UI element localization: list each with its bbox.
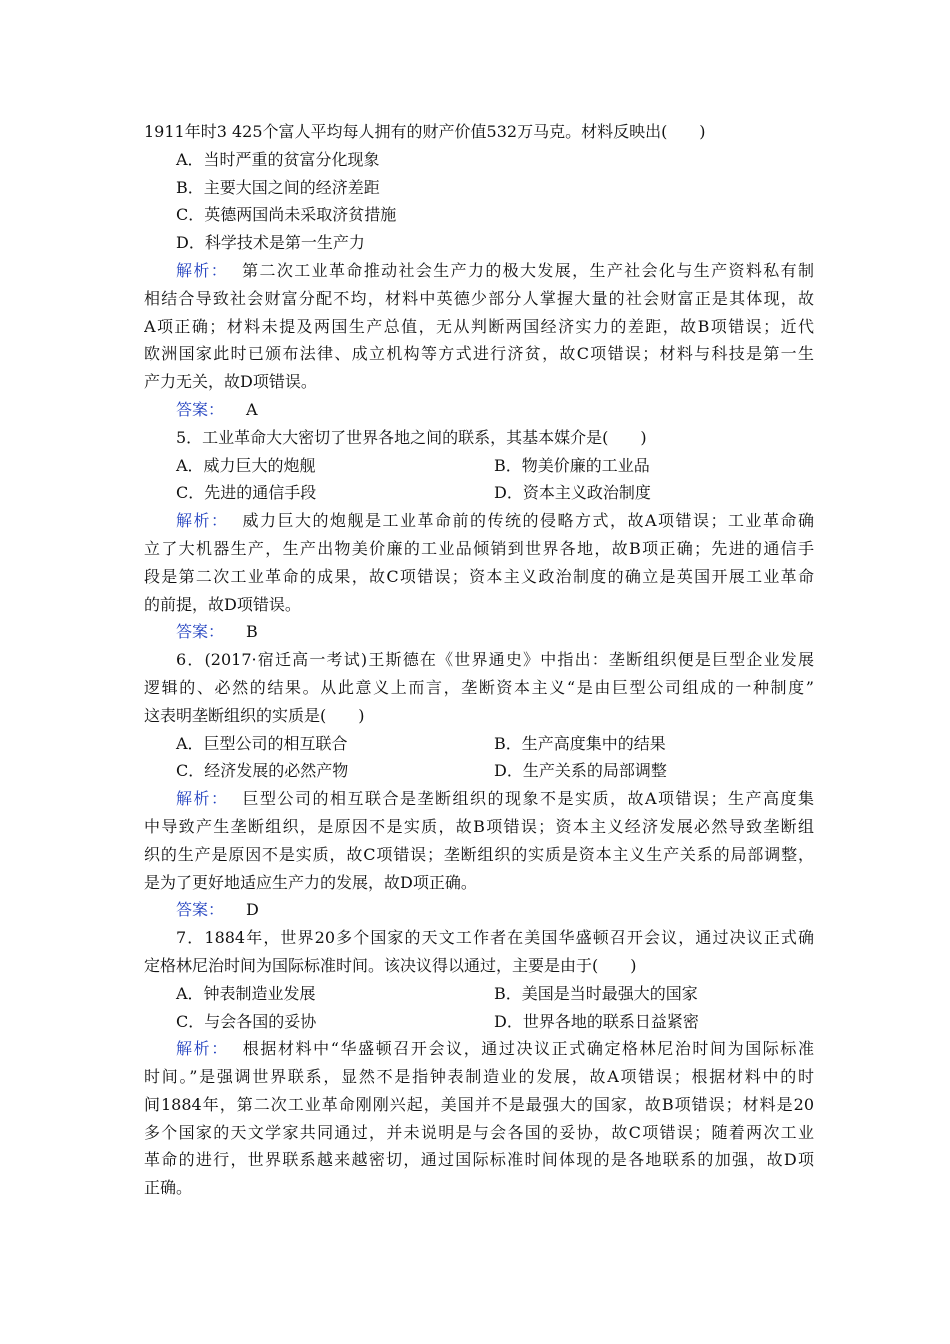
q6-answer-value: D (246, 900, 259, 920)
q5-analysis-line-2: 立了大机器生产，生产出物美价廉的工业品倾销到世界各地，故B项正确；先进的通信手 (144, 538, 814, 558)
q4-answer-value: A (246, 399, 258, 419)
q6-options-row-1 (144, 730, 814, 758)
q7-analysis-line-3: 间1884年，第二次工业革命刚刚兴起，美国并不是最强大的国家，故B项错误；材料是20 (144, 1094, 814, 1114)
q6-stem-line-2: 逻辑的、必然的结果。从此意义上而言，垄断资本主义“是由巨型公司组成的一种制度” (144, 677, 814, 697)
q5-analysis-line-1: 解析： 威力巨大的炮舰是工业革命前的传统的侵略方式，故A项错误；工业革命确 (176, 511, 814, 531)
q6-analysis-label: 解析： (176, 789, 229, 809)
q6-options-row-2 (144, 757, 814, 785)
q6-answer-label: 答案： (176, 900, 225, 920)
q5-analysis-line-3: 段是第二次工业革命的成果，故C项错误；资本主义政治制度的确立是英国开展工业革命 (144, 566, 814, 586)
q4-option-d: D．科学技术是第一生产力 (176, 233, 365, 253)
q5-options-row-1 (144, 452, 814, 480)
q5-option-c: C．先进的通信手段 (176, 483, 317, 503)
q4-analysis-label: 解析： (176, 260, 229, 280)
q4-analysis-line-4: 欧洲国家此时已颁布法律、成立机构等方式进行济贫，故C项错误；材料与科技是第一生 (144, 344, 814, 364)
q7-stem-line-2: 定格林尼治时间为国际标准时间。该决议得以通过，主要是由于( ) (144, 955, 637, 975)
q7-analysis-line-1: 解析： 根据材料中“华盛顿召开会议，通过决议正式确定格林尼治时间为国际标准 (176, 1039, 814, 1059)
q6-option-d: D．生产关系的局部调整 (494, 761, 667, 781)
q7-option-b: B．美国是当时最强大的国家 (494, 983, 698, 1003)
q4-option-a: A．当时严重的贫富分化现象 (176, 149, 380, 169)
q5-answer-value: B (246, 622, 258, 642)
q6-analysis-line-1: 解析： 巨型公司的相互联合是垄断组织的现象不是实质，故A项错误；生产高度集 (176, 789, 814, 809)
q7-analysis-line-5: 革命的进行，世界联系越来越密切，通过国际标准时间体现的是各地联系的加强，故D项 (144, 1150, 814, 1170)
q4-answer-label: 答案： (176, 399, 225, 419)
q4-analysis-line-1: 解析： 第二次工业革命推动社会生产力的极大发展，生产社会化与生产资料私有制 (176, 260, 814, 280)
q6-analysis-line-3: 织的生产是原因不是实质，故C项错误；垄断组织的实质是资本主义生产关系的局部调整， (144, 844, 814, 864)
q5-stem: 5．工业革命大大密切了世界各地之间的联系，其基本媒介是( ) (176, 427, 647, 447)
q6-stem-line-3: 这表明垄断组织的实质是( ) (144, 705, 365, 725)
q6-analysis-line-4: 是为了更好地适应生产力的发展，故D项正确。 (144, 872, 477, 892)
q5-option-b: B．物美价廉的工业品 (494, 455, 650, 475)
q6-answer (144, 896, 814, 924)
q7-option-c: C．与会各国的妥协 (176, 1011, 317, 1031)
q5-option-d: D．资本主义政治制度 (494, 483, 651, 503)
q4-analysis-line-2: 相结合导致社会财富分配不均，材料中英德少部分人掌握大量的社会财富正是其体现，故 (144, 288, 814, 308)
q7-option-a: A．钟表制造业发展 (176, 983, 316, 1003)
q4-option-b: B．主要大国之间的经济差距 (176, 177, 380, 197)
q4-option-c: C．英德两国尚未采取济贫措施 (176, 205, 397, 225)
q4-analysis-line-5: 产力无关，故D项错误。 (144, 372, 317, 392)
q6-stem-line-1: 6．(2017·宿迁高一考试)王斯德在《世界通史》中指出：垄断组织便是巨型企业发展 (176, 650, 814, 670)
q7-stem-line-1: 7．1884年，世界20多个国家的天文工作者在美国华盛顿召开会议，通过决议正式确 (176, 928, 814, 948)
q6-option-a: A．巨型公司的相互联合 (176, 733, 348, 753)
q6-analysis-line-2: 中导致产生垄断组织，是原因不是实质，故B项错误；资本主义经济发展必然导致垄断组 (144, 816, 814, 836)
q5-options-row-2 (144, 479, 814, 507)
q4-stem-tail: 1911年时3 425个富人平均每人拥有的财产价值532万马克。材料反映出( ) (144, 122, 706, 141)
q4-analysis-line-3: A项正确；材料未提及两国生产总值，无从判断两国经济实力的差距，故B项错误；近代 (144, 316, 814, 336)
q6-option-c: C．经济发展的必然产物 (176, 761, 349, 781)
q4-answer (144, 396, 814, 424)
document-page (144, 118, 814, 1202)
q5-answer-label: 答案： (176, 622, 225, 642)
q7-options-row-2 (144, 1008, 814, 1036)
q7-analysis-line-2: 时间。”是强调世界联系，显然不是指钟表制造业的发展，故A项错误；根据材料中的时 (144, 1067, 814, 1087)
q5-analysis-line-4: 的前提，故D项错误。 (144, 594, 301, 614)
q7-options-row-1 (144, 980, 814, 1008)
q7-analysis-line-4: 多个国家的天文学家共同通过，并未说明是与会各国的妥协，故C项错误；随着两次工业 (144, 1122, 814, 1142)
q7-option-d: D．世界各地的联系日益紧密 (494, 1011, 699, 1031)
q5-answer (144, 618, 814, 646)
q5-option-a: A．威力巨大的炮舰 (176, 455, 316, 475)
q7-analysis-label: 解析： (176, 1039, 229, 1059)
q5-analysis-label: 解析： (176, 511, 229, 531)
q6-option-b: B．生产高度集中的结果 (494, 733, 666, 753)
q7-analysis-line-6: 正确。 (144, 1178, 193, 1198)
